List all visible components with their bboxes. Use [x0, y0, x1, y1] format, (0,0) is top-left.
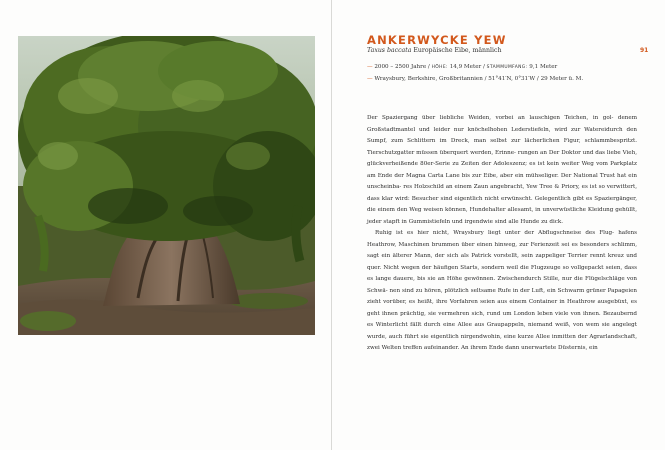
- text-line: London leben viele von ihnen. Bezaubernd es Winterlicht fällt durch eine Allee: [367, 310, 638, 328]
- text-line: Ruhig ist es hier nicht, Wraysbury liegt unter der Abflugschneise des Flug-: [375, 230, 615, 236]
- text-line: Watereidurch den Sumpf, zum Schlittern im Dreck, man selbst zur lächerlichen: [367, 126, 638, 144]
- text-line: in Heathrow ausgebüxt, es geht ihnen prächtig, sie vermehren sich, rund um: [367, 299, 637, 317]
- yew-tree-illustration: [18, 36, 315, 335]
- text-line: rungen an Der Doktor und das liebe Vieh, glückverheißende 80er-Serie zu Zeiten: [367, 149, 637, 167]
- tree-age: 2000 – 2500 Jahre: [374, 64, 427, 70]
- fact-dash: —: [367, 75, 373, 82]
- girth-label: STAMMUMFANG:: [486, 65, 528, 70]
- text-line: denem Großstadtmantel und leider nur knöchelhohen Lederstiefeln, wird zur: [367, 115, 637, 133]
- text-line: unverwüstliche Kleidung gehüllt, jeder stapft in Gummistiefeln und irgendwie: [367, 207, 637, 225]
- text-line: res Holzschild an einem Zaun angebracht, Yew Tree & Priory, es ist so verwittert,: [403, 184, 637, 190]
- text-line: Figur, schlammbespritzt. Tierschutzgatter müssen überquert werden, Erinne-: [367, 138, 638, 156]
- common-name: Europäische Eibe, männlich: [413, 47, 502, 54]
- tree-facts: [367, 62, 637, 85]
- text-line: der Adoleszenz; es ist kein weiter Weg vom Parkplatz am Ende der Magna Carta: [367, 161, 637, 179]
- text-line: sind alle Hunde zu dick.: [494, 218, 564, 225]
- fact-dash: —: [367, 64, 373, 70]
- height-label: HÖHE:: [431, 65, 448, 70]
- tree-location: Wraysbury, Berkshire, Großbritannien / 51°41′N, 0°31′W / 29 Meter ü. M.: [374, 75, 584, 82]
- text-line: aus Graupappeln, niemand weiß, von wem sie angelegt wurde, auch führt sie: [367, 322, 637, 340]
- fact-age-size: — 2000 – 2500 Jahre / HÖHE: 14,9 Meter / STAMMUMFANG: 9,1 Meter: [367, 64, 558, 70]
- text-line: Welten treffen aufeinander. An ihrem Ende dann unerwartete Düsternis, ein: [381, 345, 598, 351]
- text-line: Papageien zieht vorüber, es heißt, ihre Vorfahren seien aus einem Container: [367, 287, 638, 305]
- text-line: Der Spaziergang über liebliche Weiden, vorbei an lauschigen Teichen, in gol-: [367, 115, 614, 121]
- text-line: dass klar wird: Besucher sind eigentlich nicht erwünscht. Gelegentlich gibt es: [367, 195, 593, 202]
- page-number: 91: [640, 47, 649, 54]
- text-line: sondern weil die Flugzeuge so vollgepackt seien, dass es lange dauere, bis sie: [367, 264, 638, 282]
- text-line: Lane bis zur Eibe, aber ein mühseliger. Der National Trust hat ein unscheinba-: [367, 172, 637, 190]
- page-gutter: [331, 0, 332, 450]
- girth-value: 9,1 Meter: [529, 64, 558, 70]
- text-line: Spaziergänger, die einem den Weg weisen können, Hundehalter allesamt, in: [367, 195, 637, 213]
- height-value: 14,9 Meter: [449, 64, 482, 70]
- paragraph-2: [367, 228, 637, 355]
- fact-location: [367, 74, 637, 86]
- text-line: zappeliger Terrier rennt kreuz und quer. Nicht wegen der häufigen Starts,: [367, 253, 638, 271]
- text-line: an Höhe gewönnen. Zwischendurch Stille, nur die Flügelschläge von Schwä-: [367, 276, 637, 294]
- text-line: es besonders schlimm, sagt ein älterer Mann, der sich als Patrick vorstellt, sein: [367, 241, 637, 259]
- text-line: hafens Heathrow, Maschinen brummen über einen hinweg, zur Ferienzeit sei: [367, 230, 637, 248]
- tree-title: ANKERWYCKE YEW: [367, 33, 507, 47]
- article-body: [367, 113, 637, 355]
- yew-tree-photo: [18, 36, 315, 335]
- paragraph-1: [367, 113, 637, 228]
- text-line: nen sind zu hören, plötzlich seltsame Rufe in der Luft, ein Schwarm grüner: [389, 287, 606, 294]
- species-line: [367, 47, 501, 54]
- text-line: eigentlich nirgendwohin, eine kurze Allee inmitten der Agrarlandschaft, zwei: [367, 333, 638, 351]
- latin-name: Taxus baccata: [367, 47, 412, 54]
